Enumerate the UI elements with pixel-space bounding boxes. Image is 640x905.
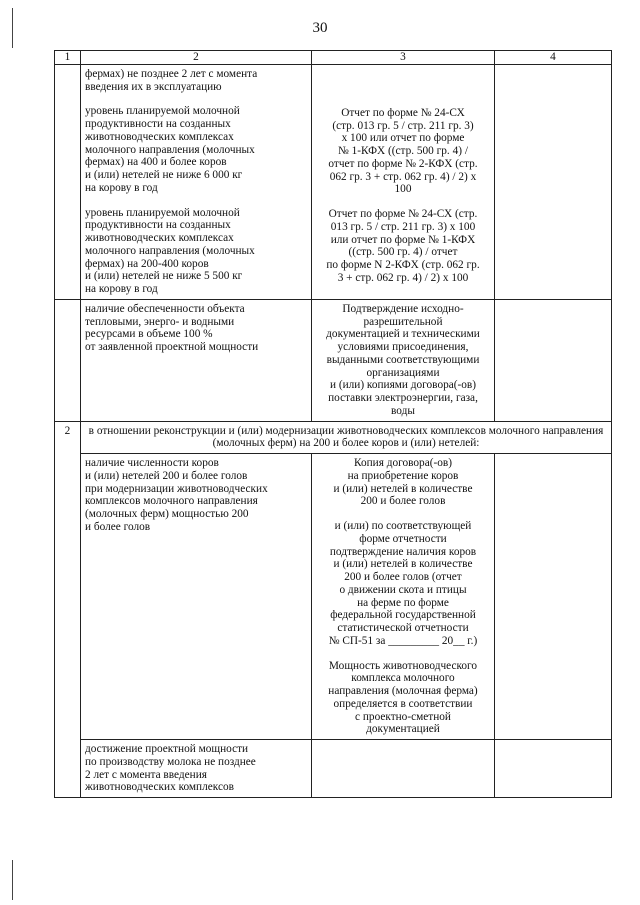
criteria-cell <box>81 299 312 421</box>
notes-cell <box>495 64 612 299</box>
criteria-cell <box>81 740 312 798</box>
criteria-table <box>54 50 612 798</box>
header-col-1: 1 <box>55 51 81 65</box>
criteria-cell <box>81 64 312 299</box>
document-productivity-400: Отчет по форме № 24-СХ (стр. 013 гр. 5 / стр. 211 гр. 3) х 100 или отчет по форме № 1-КФХ ((стр. 500 гр. 4) / отчет по форме № 2-КФХ (стр. 062 гр. 3 + стр. 062 гр. 4) / 2) х 100 <box>328 106 478 196</box>
table-row <box>55 454 612 740</box>
table-row <box>55 299 612 421</box>
criterion-design-capacity: достижение проектной мощности по производству молока не позднее 2 лет с момента введения животноводческих комплексов <box>85 743 256 794</box>
left-margin-mark-top <box>12 8 13 48</box>
criterion-productivity-400: уровень планируемой молочной продуктивности на созданных животноводческих комплексах молочного направления (молочных фермах) на 400 и более коров и (или) нетелей не ниже 6 000 кг на корову в год <box>85 105 255 194</box>
document-reporting-form: и (или) по соответствующей форме отчетности подтверждение наличия коров и (или) нетелей в количестве 200 и более голов (отчет о движении скота и птицы на ферме по форме федеральной государственной статистической отчетности № СП-51 за _________ 20__ г.) <box>328 520 478 647</box>
criterion-resources: наличие обеспеченности объекта тепловыми, энерго- и водными ресурсами в объеме 100 % от заявленной проектной мощности <box>85 302 259 353</box>
section-number: 2 <box>55 421 81 798</box>
table-header-row <box>55 51 612 65</box>
documents-cell <box>312 454 495 740</box>
criterion-commissioning: фермах) не позднее 2 лет с момента введения их в эксплуатацию <box>85 67 258 93</box>
section-heading: в отношении реконструкции и (или) модернизации животноводческих комплексов молочного направления (молочных ферм) на 200 и более коров и (или) нетелей: <box>81 421 612 454</box>
notes-cell <box>495 299 612 421</box>
table-row <box>55 64 612 299</box>
header-col-2: 2 <box>81 51 312 65</box>
criteria-cell <box>81 454 312 740</box>
number-cell <box>55 299 81 421</box>
document-resources: Подтверждение исходно- разрешительной документацией и техническими условиями присоединения, выданными соответствующими организациями и (или) копиями договора(-ов) поставки электроэнергии, газа, воды <box>326 302 480 417</box>
notes-cell <box>495 454 612 740</box>
documents-cell <box>312 740 495 798</box>
section-heading-row <box>55 421 612 454</box>
documents-cell <box>312 64 495 299</box>
notes-cell <box>495 740 612 798</box>
table-row <box>55 740 612 798</box>
document-productivity-200-400: Отчет по форме № 24-СХ (стр. 013 гр. 5 / стр. 211 гр. 3) х 100 или отчет по форме № 1-КФХ ((стр. 500 гр. 4) / отчет по форме N 2-КФХ (стр. 062 гр. 3 + стр. 062 гр. 4) / 2) х 100 <box>326 208 480 284</box>
header-col-4: 4 <box>495 51 612 65</box>
criterion-productivity-200-400: уровень планируемой молочной продуктивности на созданных животноводческих комплексах молочного направления (молочных фермах) на 200-400 коров и (или) нетелей не ниже 5 500 кг на корову в год <box>85 206 255 295</box>
left-margin-mark-bottom <box>12 860 13 900</box>
header-col-3: 3 <box>312 51 495 65</box>
document-capacity: Мощность животноводческого комплекса молочного направления (молочная ферма) определяется в соответствии с проектно-сметной документацией <box>328 659 478 736</box>
document-purchase-contract: Копия договора(-ов) на приобретение коров и (или) нетелей в количестве 200 и более голов <box>333 457 473 508</box>
page-number: 30 <box>312 20 328 36</box>
documents-cell <box>312 299 495 421</box>
criterion-livestock-count: наличие численности коров и (или) нетелей 200 и более голов при модернизации животноводческих комплексов молочного направления (молочных ферм) мощностью 200 и более голов <box>85 457 268 533</box>
number-cell <box>55 64 81 299</box>
